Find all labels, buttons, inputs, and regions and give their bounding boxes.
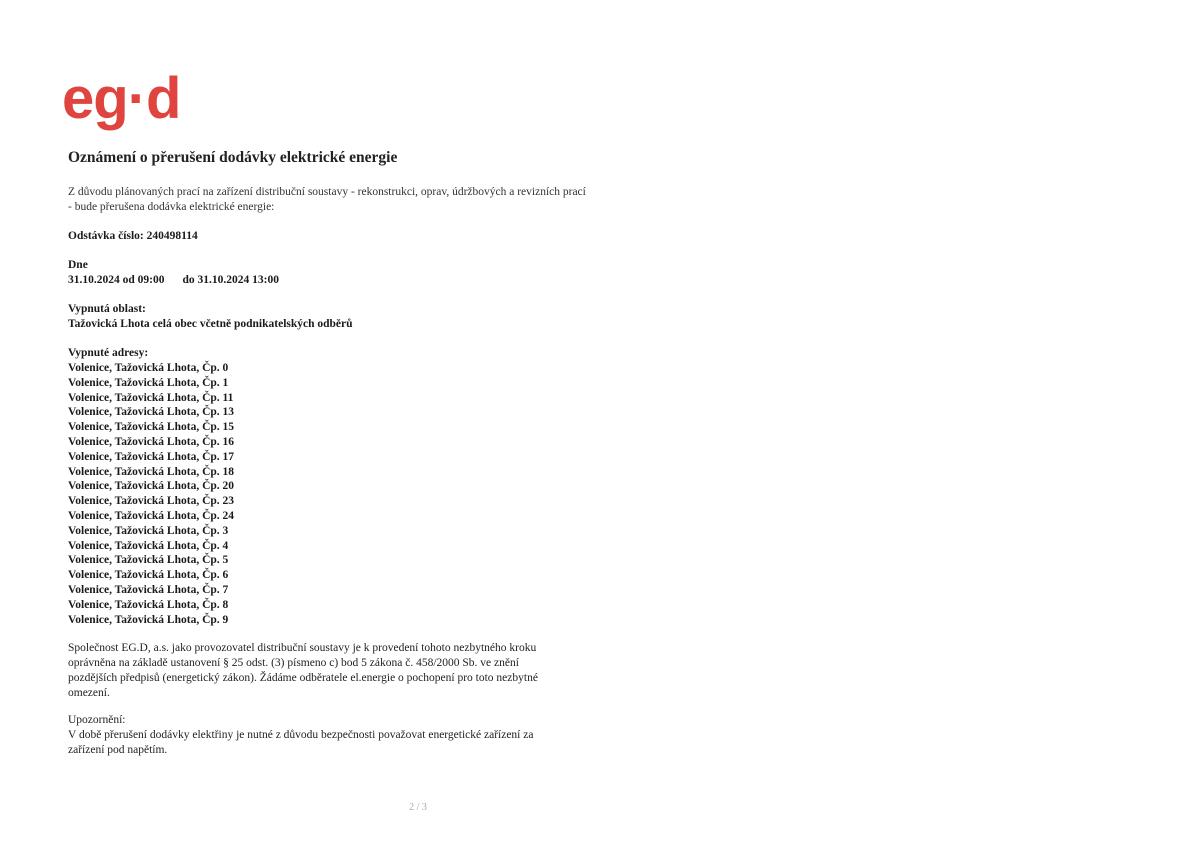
address-item: Volenice, Tažovická Lhota, Čp. 13 [68, 406, 235, 419]
address-item: Volenice, Tažovická Lhota, Čp. 6 [68, 569, 229, 582]
document-title: Oznámení o přerušení dodávky elektrické energie [68, 149, 398, 166]
page-number: 2 / 3 [409, 802, 427, 813]
address-item: Volenice, Tažovická Lhota, Čp. 5 [68, 554, 229, 567]
address-item: Volenice, Tažovická Lhota, Čp. 8 [68, 598, 229, 611]
warning-text: V době přerušení dodávky elektřiny je nutné z důvodu bezpečnosti považovat energetické zařízení za zařízení pod napětím. [68, 729, 534, 757]
date-to: do 31.10.2024 13:00 [182, 274, 279, 286]
address-item: Volenice, Tažovická Lhota, Čp. 15 [68, 421, 235, 434]
address-item: Volenice, Tažovická Lhota, Čp. 4 [68, 539, 229, 552]
egd-logo: eg·d [62, 66, 181, 131]
addresses-label: Vypnuté adresy: [68, 347, 149, 359]
warning-section [68, 713, 588, 758]
date-range [68, 273, 588, 288]
address-list [68, 361, 588, 627]
area-section [68, 302, 588, 332]
outage-number-section [68, 229, 588, 244]
intro-text: Z důvodu plánovaných prací na zařízení distribuční soustavy - rekonstrukci, oprav, údržbových a revizních prací - bude přerušena dodávka elektrické energie: [68, 186, 586, 213]
address-item: Volenice, Tažovická Lhota, Čp. 23 [68, 495, 235, 508]
address-item: Volenice, Tažovická Lhota, Čp. 7 [68, 583, 229, 596]
address-item: Volenice, Tažovická Lhota, Čp. 1 [68, 376, 229, 389]
address-item: Volenice, Tažovická Lhota, Čp. 18 [68, 465, 235, 478]
address-item: Volenice, Tažovická Lhota, Čp. 20 [68, 480, 235, 493]
date-section [68, 258, 588, 288]
addresses-section [68, 346, 588, 627]
address-item: Volenice, Tažovická Lhota, Čp. 9 [68, 613, 229, 626]
outage-number: Odstávka číslo: 240498114 [68, 230, 198, 242]
address-item: Volenice, Tažovická Lhota, Čp. 11 [68, 391, 234, 404]
address-item: Volenice, Tažovická Lhota, Čp. 17 [68, 450, 235, 463]
address-item: Volenice, Tažovická Lhota, Čp. 0 [68, 362, 229, 374]
address-item: Volenice, Tažovická Lhota, Čp. 3 [68, 524, 229, 537]
document-body [68, 148, 588, 770]
warning-label: Upozornění: [68, 714, 126, 727]
address-item: Volenice, Tažovická Lhota, Čp. 16 [68, 435, 235, 448]
date-from: 31.10.2024 od 09:00 [68, 274, 165, 286]
area-label: Vypnutá oblast: [68, 303, 146, 315]
area-value: Tažovická Lhota celá obec včetně podnikatelských odběrů [68, 318, 353, 330]
address-item: Volenice, Tažovická Lhota, Čp. 24 [68, 509, 235, 522]
legal-paragraph: Společnost EG.D, a.s. jako provozovatel distribuční soustavy je k provedení tohoto nezbytného kroku oprávněna na základě ustanovení § 25 odst. (3) písmeno c) bod 5 zákona č. 458/2000 Sb. ve znění pozdějších předpisů (energetický zákon). Žádáme odběratele el.energie o pochopení pro toto nezbytné omezení. [68, 642, 538, 700]
date-label: Dne [68, 259, 88, 271]
